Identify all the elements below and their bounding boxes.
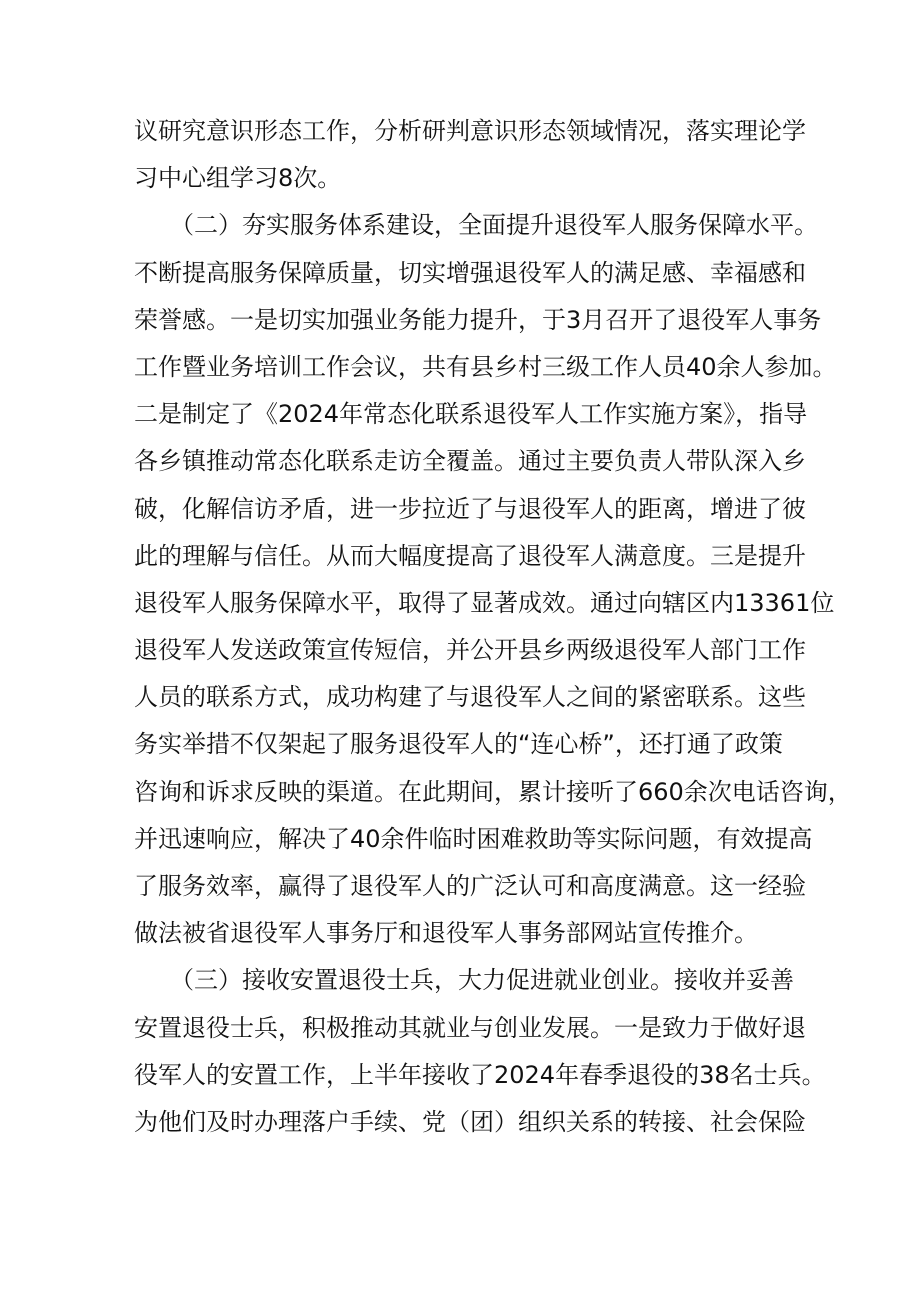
text-line: 此的理解与信任。从而大幅度提高了退役军人满意度。三是提升 (134, 541, 806, 570)
text-line: 安置退役士兵，积极推动其就业与创业发展。一是致力于做好退 (134, 1013, 806, 1042)
text-line: 习中心组学习8次。 (134, 164, 342, 193)
text-line: 退役军人发送政策宣传短信，并公开县乡两级退役军人部门工作 (134, 636, 806, 665)
text-line: 各乡镇推动常态化联系走访全覆盖。通过主要负责人带队深入乡 (134, 447, 806, 476)
text-line: 做法被省退役军人事务厅和退役军人事务部网站宣传推介。 (134, 919, 758, 948)
text-line: 荣誉感。一是切实加强业务能力提升，于3月召开了退役军人事务 (134, 305, 822, 334)
section-heading-line: （三）接收安置退役士兵，大力促进就业创业。接收并妥善 (134, 966, 794, 995)
text-line: 为他们及时办理落户手续、党（团）组织关系的转接、社会保险 (134, 1107, 806, 1136)
text-line: 务实举措不仅架起了服务退役军人的“连心桥”，还打通了政策 (134, 730, 783, 759)
text-line: 并迅速响应，解决了40余件临时困难救助等实际问题，有效提高 (134, 824, 813, 853)
text-line: 人员的联系方式，成功构建了与退役军人之间的紧密联系。这些 (134, 683, 806, 712)
text-line: 工作暨业务培训工作会议，共有县乡村三级工作人员40余人参加。 (134, 352, 837, 381)
section-heading-line: （二）夯实服务体系建设，全面提升退役军人服务保障水平。 (134, 211, 818, 240)
text-line: 二是制定了《2024年常态化联系退役军人工作实施方案》，指导 (134, 400, 808, 429)
text-line: 议研究意识形态工作，分析研判意识形态领域情况，落实理论学 (134, 117, 806, 145)
body-text (134, 108, 852, 1146)
text-line: 役军人的安置工作，上半年接收了2024年春季退役的38名士兵。 (134, 1060, 826, 1089)
text-line: 不断提高服务保障质量，切实增强退役军人的满足感、幸福感和 (134, 258, 806, 287)
text-line: 了服务效率，赢得了退役军人的广泛认可和高度满意。这一经验 (134, 872, 806, 900)
text-line: 咨询和诉求反映的渠道。在此期间，累计接听了660余次电话咨询， (134, 777, 852, 806)
text-line: 退役军人服务保障水平，取得了显著成效。通过向辖区内13361位 (134, 588, 835, 617)
text-line: 破，化解信访矛盾，进一步拉近了与退役军人的距离，增进了彼 (134, 494, 806, 523)
